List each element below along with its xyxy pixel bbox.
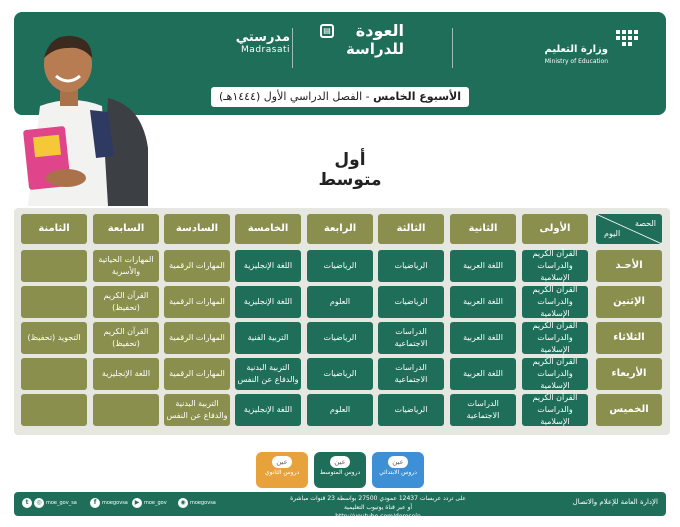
youtube-link[interactable]: http://youtube.com/doroseín [335, 513, 421, 520]
snapchat-icon: ◉ [178, 498, 188, 508]
period-header: الثانية [450, 214, 516, 244]
day-label: الإثنين [596, 286, 662, 318]
schedule-cell: الرياضيات [378, 286, 444, 318]
schedule-cell: المهارات الرقمية [164, 286, 230, 318]
grade-title: أول متوسط [318, 150, 382, 190]
period-header: الثامنة [21, 214, 87, 244]
schedule-cell: الرياضيات [307, 322, 373, 354]
twitter-icon: t [22, 498, 32, 508]
broadcast-line1: على تردد عربسات 12437 عمودي 27500 بواسطة 23 قنوات مباشرة [290, 495, 466, 502]
social-handle: moegovsa [102, 500, 128, 506]
schedule-cell: القرآن الكريم والدراسات الإسلامية [522, 358, 588, 390]
footer-bar [14, 492, 666, 520]
schedule-cell: القرآن الكريم (تحفيظ) [93, 286, 159, 318]
schedule-cell: الدراسات الاجتماعية [378, 322, 444, 354]
day-label: الثلاثاء [596, 322, 662, 354]
schedule-cell: اللغة العربية [450, 322, 516, 354]
corner-period-label: الحصة [634, 219, 656, 228]
schedule-cell: اللغة العربية [450, 250, 516, 282]
schedule-cell: التربية الفنية [235, 322, 301, 354]
schedule-cell: المهارات الرقمية [164, 358, 230, 390]
broadcast-line2: أو عبر قناة يوتيوب التعليمية [343, 504, 413, 511]
period-header: الثالثة [378, 214, 444, 244]
period-header: الرابعة [307, 214, 373, 244]
schedule-cell [21, 358, 87, 390]
madrasati-en: Madrasati [241, 45, 290, 55]
schedule-cell: الدراسات الاجتماعية [450, 394, 516, 426]
back-to-school-logo [314, 22, 404, 74]
corner-day-label: اليوم [604, 229, 621, 238]
student-illustration [10, 28, 155, 208]
ministry-name-en: Ministry of Education [544, 58, 608, 65]
period-header: الأولى [522, 214, 588, 244]
schedule-cell [21, 286, 87, 318]
day-label: الخميس [596, 394, 662, 426]
schedule-cell: الدراسات الاجتماعية [378, 358, 444, 390]
schedule-cell: القرآن الكريم (تحفيظ) [93, 322, 159, 354]
back-to-school-line2: للدراسة [345, 40, 404, 58]
schedule-cell: التجويد (تحفيظ) [21, 322, 87, 354]
social-snapchat[interactable] [178, 498, 216, 508]
madrasati-ar: مدرستي [235, 30, 290, 45]
ein-logo-icon: عين [330, 456, 350, 468]
youtube-icon: ▶ [132, 498, 142, 508]
ministry-name-ar: وزارة التعليم [544, 44, 608, 55]
broadcast-info [268, 494, 488, 521]
app-label: دروس الثانوي [264, 469, 300, 476]
ministry-emblem-icon [612, 26, 642, 56]
schedule-cell: الرياضيات [378, 250, 444, 282]
ein-logo-icon: عين [272, 456, 292, 468]
app-label: دروس المتوسط [319, 469, 361, 476]
period-header: الخامسة [235, 214, 301, 244]
schedule-cell: التربية البدنية والدفاع عن النفس [164, 394, 230, 426]
schedule-cell: المهارات الرقمية [164, 322, 230, 354]
schedule-cell [21, 250, 87, 282]
schedule-cell: القرآن الكريم والدراسات الإسلامية [522, 250, 588, 282]
app-badge-intermediate[interactable] [314, 452, 366, 488]
social-twitter[interactable] [22, 498, 77, 508]
schedule-cell: العلوم [307, 394, 373, 426]
week-title: الأسبوع الخامس [373, 90, 461, 103]
social-handle: moe_gov [144, 500, 167, 506]
instagram-icon: ◎ [34, 498, 44, 508]
social-handle: moegovsa [190, 500, 216, 506]
schedule-cell: الرياضيات [307, 250, 373, 282]
schedule-cell: اللغة الإنجليزية [235, 394, 301, 426]
period-header: السادسة [164, 214, 230, 244]
schedule-cell: المهارات الرقمية [164, 250, 230, 282]
back-to-school-line1: العودة [355, 21, 404, 40]
schedule-cell: اللغة الإنجليزية [93, 358, 159, 390]
divider [292, 28, 293, 68]
semester-title: - الفصل الدراسي الأول (١٤٤٤هـ) [219, 90, 374, 103]
schedule-panel [14, 208, 670, 435]
media-department-label: الإدارة العامة للإعلام والاتصال [572, 498, 658, 506]
social-youtube[interactable] [132, 498, 167, 508]
schedule-cell: القرآن الكريم والدراسات الإسلامية [522, 286, 588, 318]
day-label: الأربعاء [596, 358, 662, 390]
social-handle: moe_gov_sa [46, 500, 77, 506]
madrasati-logo [220, 30, 290, 74]
schedule-cell: الرياضيات [378, 394, 444, 426]
schedule-cell [93, 394, 159, 426]
schedule-cell: التربية البدنية والدفاع عن النفس [235, 358, 301, 390]
app-badge-secondary[interactable] [256, 452, 308, 488]
facebook-icon: f [90, 498, 100, 508]
schedule-cell: اللغة العربية [450, 286, 516, 318]
schedule-cell: اللغة الإنجليزية [235, 250, 301, 282]
schedule-cell: القرآن الكريم والدراسات الإسلامية [522, 322, 588, 354]
schedule-cell: المهارات الحياتية والأسرية [93, 250, 159, 282]
week-title-bar [210, 86, 470, 108]
ein-logo-icon: عين [388, 456, 408, 468]
social-facebook[interactable] [90, 498, 128, 508]
schedule-cell: القرآن الكريم والدراسات الإسلامية [522, 394, 588, 426]
ministry-logo [522, 24, 642, 76]
app-badge-primary[interactable] [372, 452, 424, 488]
divider [452, 28, 453, 68]
schedule-corner [596, 214, 662, 244]
day-label: الأحـد [596, 250, 662, 282]
schedule-cell: اللغة الإنجليزية [235, 286, 301, 318]
schedule-cell: اللغة العربية [450, 358, 516, 390]
book-icon: ▤ [320, 24, 334, 38]
schedule-cell: العلوم [307, 286, 373, 318]
schedule-cell [21, 394, 87, 426]
app-label: دروس الابتدائي [379, 469, 417, 476]
period-header: السابعة [93, 214, 159, 244]
schedule-cell: الرياضيات [307, 358, 373, 390]
